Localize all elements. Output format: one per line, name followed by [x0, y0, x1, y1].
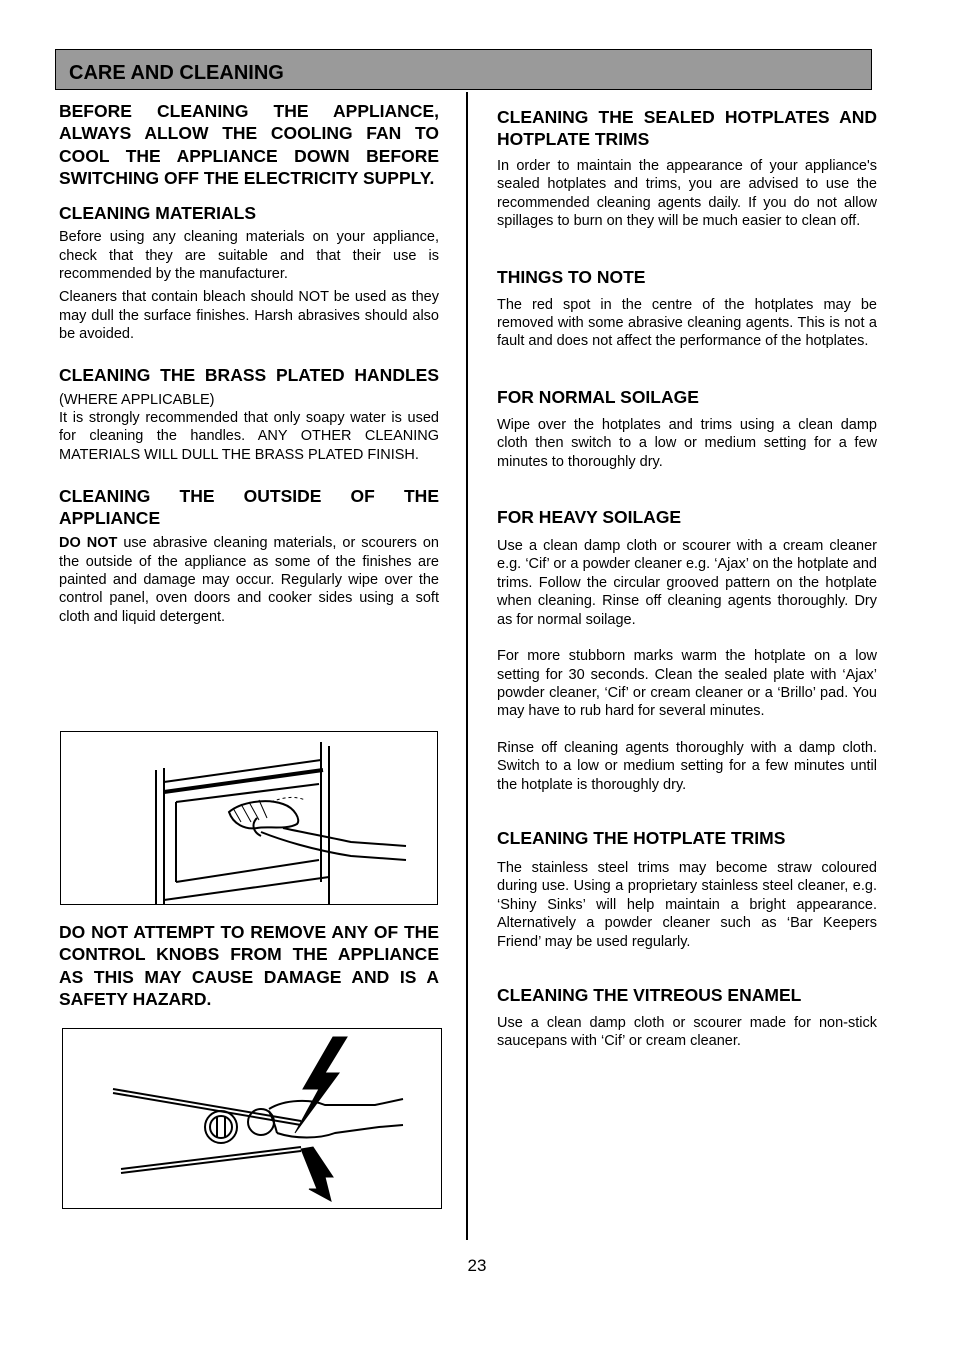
normal-paragraph: Wipe over the hotplates and trims using a clean damp cloth then switch to a low or medium setting for a few minutes to thoroughly dry.: [497, 416, 877, 470]
heading-brass-handles: CLEANING THE BRASS PLATED HANDLES: [59, 364, 439, 385]
outside-paragraph-rest: use abrasive cleaning materials, or scourers on the outside of the appliance as some of the finishes are painted and damage may occur. Regularly wipe over the control panel, oven doors and cooker sides using a soft cloth and liquid detergent.: [59, 535, 439, 625]
knob-hazard-illustration: [63, 1029, 441, 1208]
enamel-paragraph: Use a clean damp cloth or scourer made for non-stick saucepans with ‘Cif’ or cream cleaner.: [497, 1014, 877, 1050]
heading-vitreous-enamel: CLEANING THE VITREOUS ENAMEL: [497, 984, 802, 1005]
wiping-illustration: [61, 732, 437, 904]
outside-do-not: DO NOT: [59, 535, 118, 552]
heading-cleaning-materials: CLEANING MATERIALS: [59, 203, 257, 224]
section-header: [55, 49, 872, 90]
heavy-paragraph-1: Use a clean damp cloth or scourer with a cream cleaner e.g. ‘Cif’ or a powder cleaner e.g. ‘Ajax’ on the hotplate and trims. Follow the circular grooved pattern on the hotplate when cleaning. Rinse off cleaning agents thoroughly. Dry as for normal soilage.: [497, 538, 877, 628]
section-title: CARE AND CLEANING: [69, 62, 284, 84]
heading-heavy-soilage: FOR HEAVY SOILAGE: [497, 507, 682, 528]
trims-paragraph: The stainless steel trims may become straw coloured during use. Using a proprietary stainless steel cleaner, e.g. ‘Shiny Sinks’ will help maintain a bright appearance. Alternatively a powder cleaner such as ‘Bar Keepers Friend’ may be used regularly.: [497, 859, 877, 950]
sealed-paragraph: In order to maintain the appearance of your appliance's sealed hotplates and trims, you are advised to use the recommended cleaning agents daily. If you do not allow spillages to burn on they will be much easier to clean off.: [497, 158, 877, 230]
heading-brass-handles-line: [59, 364, 439, 386]
note-paragraph: The red spot in the centre of the hotplates may be removed with some abrasive cleaning agents. This is not a fault and does not affect the performance of the hotplates.: [497, 296, 877, 350]
heavy-paragraph-2: For more stubborn marks warm the hotplate on a low setting for 30 seconds. Clean the sealed plate with ‘Ajax’ powder cleaner, ‘Cif’ or cream cleaner or a ‘Brillo’ pad. You may have to rub hard for several minutes.: [497, 648, 877, 720]
brass-note: (WHERE APPLICABLE): [59, 391, 215, 408]
control-knobs-warning: DO NOT ATTEMPT TO REMOVE ANY OF THE CONTROL KNOBS FROM THE APPLIANCE AS THIS MAY CAUSE DAMAGE AND IS A SAFETY HAZARD.: [59, 922, 439, 1009]
materials-paragraph-2: Cleaners that contain bleach should NOT be used as they may dull the surface finishes. Harsh abrasives should also be avoided.: [59, 289, 439, 343]
brass-paragraph: It is strongly recommended that only soapy water is used for cleaning the handles. ANY OTHER CLEANING MATERIALS WILL DULL THE BRASS PLATED FINISH.: [59, 410, 439, 463]
heading-normal-soilage: FOR NORMAL SOILAGE: [497, 386, 699, 407]
outside-paragraph: [59, 534, 439, 626]
materials-paragraph-1: Before using any cleaning materials on your appliance, check that they are suitable and that their use is recommended by the manufacturer.: [59, 229, 439, 282]
heading-things-to-note: THINGS TO NOTE: [497, 266, 646, 287]
left-column: [59, 100, 439, 626]
figure-control-knob-hazard: [62, 1028, 442, 1209]
figure-wiping-oven: [60, 731, 438, 905]
heading-hotplate-trims: CLEANING THE HOTPLATE TRIMS: [497, 827, 786, 848]
heading-outside-appliance: CLEANING THE OUTSIDE OF THE APPLIANCE: [59, 486, 439, 529]
cooling-fan-warning: BEFORE CLEANING THE APPLIANCE, ALWAYS ALLOW THE COOLING FAN TO COOL THE APPLIANCE DOWN BEFORE SWITCHING OFF THE ELECTRICITY SUPPLY.: [59, 101, 439, 188]
right-column: [497, 106, 877, 1051]
column-divider: [466, 92, 468, 1240]
page-number: 23: [467, 1256, 487, 1275]
heavy-paragraph-3: Rinse off cleaning agents thoroughly with a damp cloth. Switch to a low or medium setting for a few minutes until the hotplate is thoroughly dry.: [497, 739, 877, 793]
heading-sealed-hotplates: CLEANING THE SEALED HOTPLATES AND HOTPLATE TRIMS: [497, 107, 877, 149]
